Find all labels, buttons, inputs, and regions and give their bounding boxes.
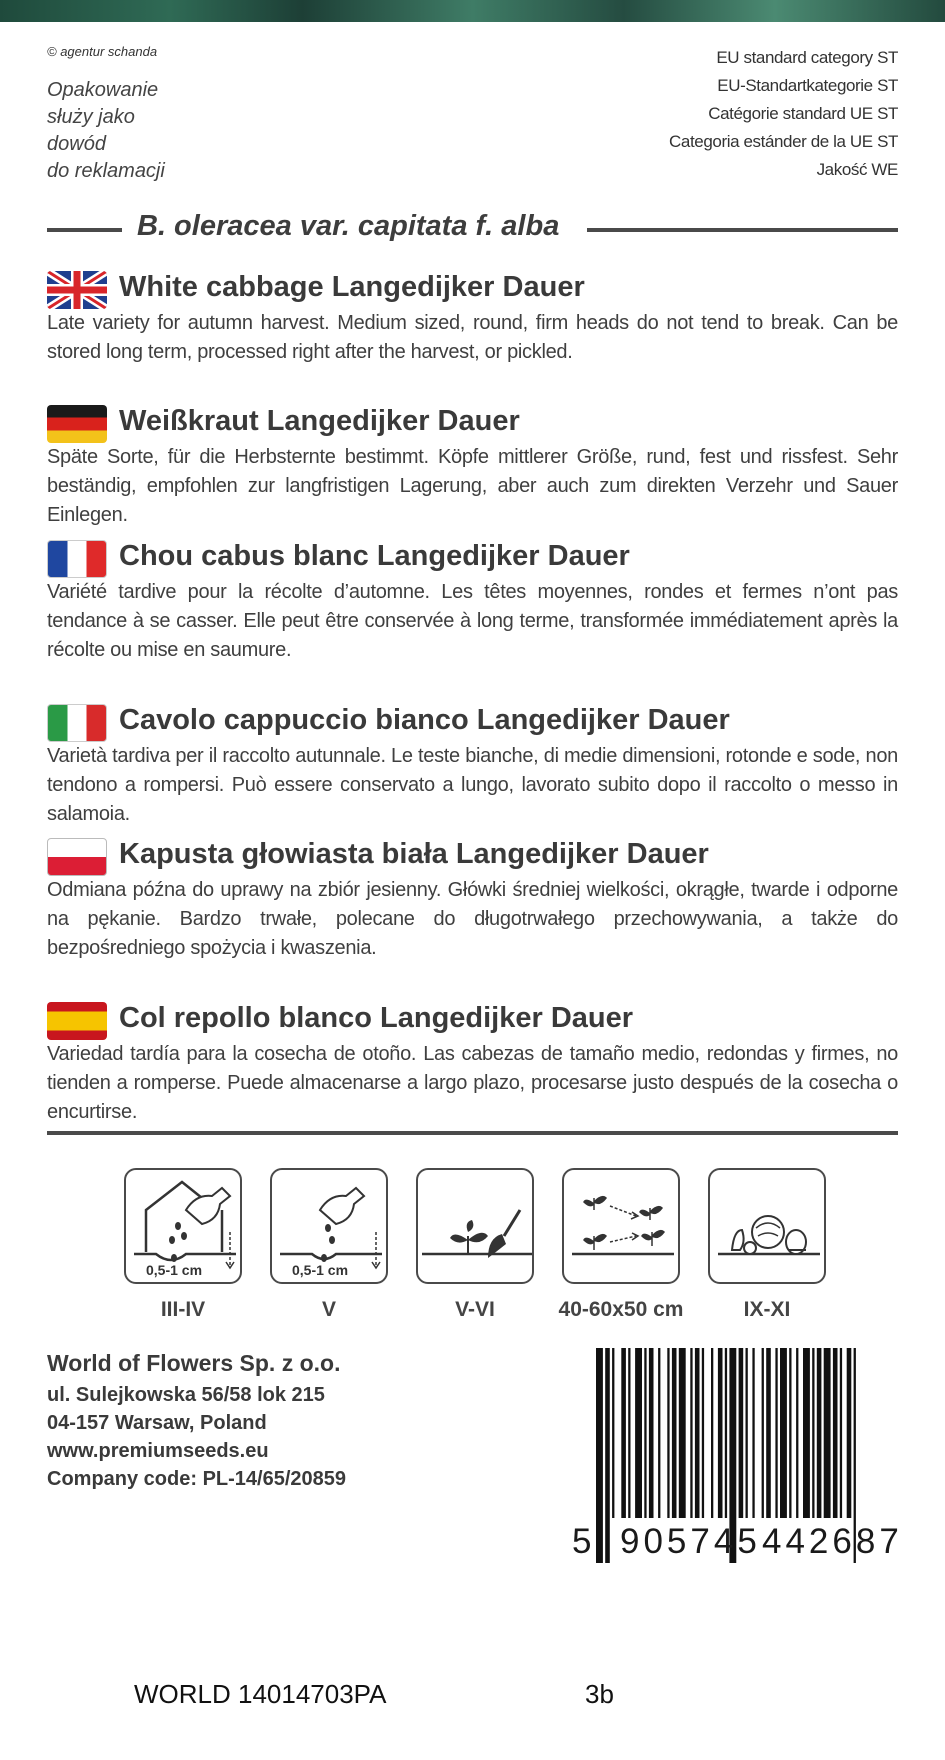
barcode-bar xyxy=(796,1348,798,1518)
body-it: Varietà tardiva per il raccolto autunnale. Le teste bianche, di medie dimensioni, rotonde e sode, non tendono a rompersi. Può essere conservato a lungo, lavorato subito dopo il raccolto o messo in salamoia. xyxy=(47,745,898,825)
barcode-bar xyxy=(762,1348,764,1518)
barcode-bar xyxy=(596,1348,603,1563)
sowing-depth-label: 0,5-1 cm xyxy=(292,1262,349,1278)
barcode-bar xyxy=(658,1348,660,1518)
eu-category-es: Categoria estánder de la UE ST xyxy=(669,132,898,151)
barcode-left-group: 905745 xyxy=(620,1522,761,1561)
barcode-bar xyxy=(789,1348,791,1518)
barcode-bar xyxy=(711,1348,713,1518)
section-divider xyxy=(47,1131,898,1135)
barcode-first-digit: 5 xyxy=(572,1522,592,1561)
title-it: Cavolo cappuccio bianco Langedijker Dauer xyxy=(119,704,730,736)
barcode-bar xyxy=(847,1348,852,1518)
barcode-bar xyxy=(725,1348,727,1518)
title-pl: Kapusta głowiasta biała Langedijker Dauer xyxy=(119,838,709,870)
barcode-bar xyxy=(635,1348,642,1518)
eu-category-de: EU-Standartkategorie ST xyxy=(717,76,898,95)
barcode-bar xyxy=(812,1348,814,1518)
barcode-right-group: 442687 xyxy=(762,1522,903,1561)
body-de: Späte Sorte, für die Herbsternte bestimmt. Köpfe mittlerer Größe, rund, fest und rissfest. Sehr beständig, empfohlen zur langfristigen Lagerung, aber auch zum direkten Verzehr und Sauer Einlegen. xyxy=(47,446,898,526)
title-en: White cabbage Langedijker Dauer xyxy=(119,271,585,303)
barcode-bar xyxy=(679,1348,686,1518)
company-code: Company code: PL-14/65/20859 xyxy=(47,1468,347,1490)
title-es: Col repollo blanco Langedijker Dauer xyxy=(119,1002,634,1034)
body-pl: Odmiana późna do uprawy na zbiór jesienny. Główki średniej wielkości, okrągłe, twarde i odporne na pękanie. Bardzo trwałe, polecane do długotrwałego przechowywania, a także do bezpośredniego spożycia i kwaszenia. xyxy=(47,879,898,959)
copyright-notice: © agentur schanda xyxy=(47,44,158,59)
company-street: ul. Sulejkowska 56/58 lok 215 xyxy=(47,1384,325,1406)
description-es xyxy=(47,1000,898,1127)
barcode-bar xyxy=(605,1348,610,1563)
description-it xyxy=(47,702,898,829)
period-label: III-IV xyxy=(160,1298,206,1321)
title-fr: Chou cabus blanc Langedijker Dauer xyxy=(119,540,630,572)
barcode-bar xyxy=(775,1348,777,1518)
divider-rule xyxy=(47,228,122,232)
barcode-bar xyxy=(752,1348,754,1518)
company-website[interactable]: www.premiumseeds.eu xyxy=(47,1440,269,1462)
latin-name: B. oleracea var. capitata f. alba xyxy=(137,210,560,242)
barcode-bar xyxy=(667,1348,669,1518)
period-label: 40-60x50 cm xyxy=(558,1298,684,1321)
barcode-bar xyxy=(840,1348,842,1518)
description-en xyxy=(47,269,898,367)
company-city: 04-157 Warsaw, Poland xyxy=(47,1412,267,1434)
eu-category-pl: Jakość WE xyxy=(816,160,898,179)
body-fr: Variété tardive pour la récolte d’automne. Les têtes moyennes, rondes et fermes n’ont pas tendance à se casser. Elle peut être conservée à long terme, transformée immédiatement après la récolte ou mise en saumure. xyxy=(47,581,898,661)
barcode-bar xyxy=(833,1348,838,1518)
france-flag-icon xyxy=(47,540,107,578)
body-en: Late variety for autumn harvest. Medium sized, round, firm heads do not tend to break. Can be stored long term, processed right after the harvest, or pickled. xyxy=(47,312,898,363)
sowing-outdoor-icon xyxy=(270,1168,388,1284)
divider-rule xyxy=(587,228,898,232)
barcode-bar xyxy=(746,1348,748,1518)
sowing-depth-label: 0,5-1 cm xyxy=(146,1262,203,1278)
complaint-note xyxy=(47,77,207,185)
body-es: Variedad tardía para la cosecha de otoño. Las cabezas de tamaño medio, redondas y firmes, no tienden a romperse. Puede almacenarse a largo plazo, procesarse justo después de la cosecha o encurtirse. xyxy=(47,1043,898,1123)
description-fr xyxy=(47,538,898,665)
barcode-bar xyxy=(695,1348,700,1518)
eu-standard-categories xyxy=(669,44,898,184)
barcode-bar xyxy=(718,1348,723,1518)
harvest-icon xyxy=(708,1168,826,1284)
barcode-bar xyxy=(612,1348,614,1518)
barcode-bar xyxy=(690,1348,692,1518)
italy-flag-icon xyxy=(47,704,107,742)
complaint-line: służy jako xyxy=(47,106,135,128)
poland-flag-icon xyxy=(47,838,107,876)
barcode-bar xyxy=(702,1348,704,1518)
barcode-bar xyxy=(817,1348,822,1518)
complaint-line: dowód xyxy=(47,133,106,155)
planting-out-icon xyxy=(416,1168,534,1284)
company-name: World of Flowers Sp. z o.o. xyxy=(47,1350,341,1376)
barcode-bar xyxy=(824,1348,831,1518)
complaint-line: Opakowanie xyxy=(47,79,159,101)
eu-category-fr: Catégorie standard UE ST xyxy=(708,104,898,123)
spain-flag-icon xyxy=(47,1002,107,1040)
latin-name-row xyxy=(47,210,898,244)
description-pl xyxy=(47,836,898,963)
uk-flag-icon xyxy=(47,271,107,309)
barcode-bar xyxy=(672,1348,677,1518)
description-de xyxy=(47,403,898,530)
barcode-bar xyxy=(739,1348,744,1518)
period-label: V-VI xyxy=(455,1298,495,1321)
germany-flag-icon xyxy=(47,405,107,443)
period-label: V xyxy=(321,1298,336,1321)
title-de: Weißkraut Langedijker Dauer xyxy=(119,405,520,437)
plant-spacing-icon xyxy=(562,1168,680,1284)
barcode-bar xyxy=(644,1348,646,1518)
cabbage-photo-strip xyxy=(0,0,945,22)
eu-category-en: EU standard category ST xyxy=(716,48,898,67)
period-label: IX-XI xyxy=(743,1298,791,1321)
company-address xyxy=(47,1349,346,1493)
barcode-bar xyxy=(649,1348,654,1518)
complaint-line: do reklamacji xyxy=(47,160,165,182)
barcode-bar xyxy=(766,1348,771,1518)
barcode-bar xyxy=(803,1348,810,1518)
version-code: 3b xyxy=(585,1679,614,1709)
barcode-bar xyxy=(780,1348,787,1518)
barcode-bar xyxy=(621,1348,626,1518)
sowing-indoor-icon xyxy=(124,1168,242,1284)
product-code: WORLD 14014703PA xyxy=(134,1679,387,1709)
barcode-bar xyxy=(628,1348,630,1518)
